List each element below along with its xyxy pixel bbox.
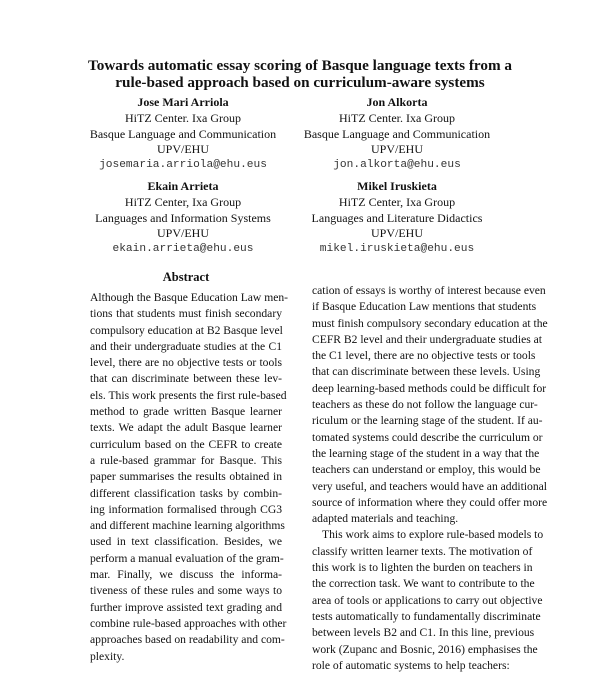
- text-line: this work is to lighten the burden on teachers in: [312, 561, 533, 575]
- author-block: [287, 95, 507, 174]
- title-line: Towards automatic essay scoring of Basque language texts from a: [88, 57, 512, 74]
- text-line: level, there are no objective tests or tools: [90, 356, 282, 370]
- author-institution: UPV/EHU: [370, 226, 423, 241]
- text-line: the correction task. We want to contribute to the: [312, 577, 535, 591]
- title-line: rule-based approach based on curriculum-aware systems: [115, 74, 485, 91]
- text-line: adapted materials and teaching.: [312, 512, 459, 526]
- author-name: Mikel Iruskieta: [357, 179, 437, 193]
- author-email[interactable]: mikel.iruskieta@ehu.eus: [319, 243, 475, 256]
- author-name: Ekain Arrieta: [147, 179, 219, 193]
- text-line: role of automatic systems to help teachers:: [312, 658, 510, 672]
- text-line: tests automatically to fundamentally discriminate: [312, 609, 541, 623]
- author-department: Languages and Information Systems: [95, 210, 271, 225]
- text-line: texts. We adapt the adult Basque learner: [90, 421, 282, 435]
- author-email[interactable]: josemaria.arriola@ehu.eus: [99, 159, 267, 172]
- text-line: further improve assisted text grading and: [90, 600, 282, 614]
- abstract-body: [90, 290, 289, 665]
- author-block: [73, 95, 293, 174]
- author-affiliation: HiTZ Center. Ixa Group: [339, 110, 455, 125]
- author-department: Basque Language and Communication: [303, 126, 491, 141]
- author-department: Languages and Literature Didactics: [311, 210, 483, 225]
- text-line: different classification tasks by combin-: [90, 486, 282, 500]
- text-line: between levels B2 and C1. In this line, previous: [312, 626, 535, 640]
- text-line: source of information where they could offer more: [312, 495, 548, 509]
- text-line: tiveness of these rules and some ways to: [90, 584, 282, 598]
- author-name: Jose Mari Arriola: [137, 95, 229, 109]
- text-line: area of tools or applications to carry out objective: [312, 593, 543, 607]
- author-email[interactable]: ekain.arrieta@ehu.eus: [112, 243, 254, 256]
- text-line: paper summarises the results obtained in: [90, 470, 282, 484]
- text-line: Although the Basque Education Law men-: [90, 291, 289, 304]
- author-department: Basque Language and Communication: [89, 126, 277, 141]
- text-line: approaches based on readability and com-: [90, 633, 285, 647]
- paper-title: [60, 57, 540, 91]
- text-line: work (Zupanc and Bosnic, 2016) emphasises the: [312, 642, 538, 656]
- text-line: the learning stage of the student in a way that the: [312, 446, 540, 460]
- text-line: ing information formalised through CG3: [90, 502, 282, 516]
- author-block: [73, 179, 293, 258]
- text-line: riculum or the learning stage of the student. If au-: [312, 414, 543, 428]
- author-affiliation: HiTZ Center. Ixa Group: [125, 110, 241, 125]
- introduction-body: [312, 283, 548, 674]
- text-line: els. This work presents the first rule-based: [90, 388, 287, 402]
- author-institution: UPV/EHU: [370, 142, 423, 157]
- text-line: a rule-based grammar for Basque. This: [90, 453, 282, 467]
- text-line: This work aims to explore rule-based models to: [322, 528, 544, 542]
- text-line: classify written learner texts. The motivation of: [312, 544, 533, 558]
- text-line: that can discriminate between these levels. Using: [312, 365, 541, 379]
- text-line: must finish compulsory secondary education at the: [312, 316, 548, 330]
- text-line: CEFR B2 level and their undergraduate studies at: [312, 332, 543, 346]
- text-line: tions that students must finish secondary: [90, 307, 282, 321]
- author-name: Jon Alkorta: [366, 95, 428, 109]
- text-line: plexity.: [90, 649, 125, 663]
- author-email[interactable]: jon.alkorta@ehu.eus: [333, 159, 461, 172]
- author-affiliation: HiTZ Center, Ixa Group: [338, 194, 456, 209]
- text-line: compulsory education at B2 Basque level: [90, 323, 283, 337]
- text-line: mar. Finally, we discuss the informa-: [90, 568, 282, 582]
- text-line: teachers as these do not follow the language cur-: [312, 398, 538, 412]
- text-line: teachers can understand or employ, this would be: [312, 463, 541, 477]
- author-affiliation: HiTZ Center, Ixa Group: [124, 194, 242, 209]
- text-line: cation of essays is worthy of interest because even: [312, 284, 546, 297]
- text-line: deep learning-based methods could be difficult for: [312, 381, 547, 395]
- text-line: method to grade written Basque learner: [90, 405, 282, 419]
- author-block: [287, 179, 507, 258]
- text-line: curriculum based on the CEFR to create: [90, 437, 282, 451]
- text-line: the C1 level, there are no objective tests or tools: [312, 349, 536, 363]
- text-line: if Basque Education Law mentions that students: [312, 300, 537, 314]
- text-line: very useful, and teachers would have an additional: [312, 479, 548, 493]
- text-line: that can discriminate between these lev-: [90, 372, 282, 386]
- text-line: used in text classification. Besides, we: [90, 535, 282, 549]
- text-line: perform a manual evaluation of the gram-: [90, 551, 284, 565]
- author-institution: UPV/EHU: [156, 142, 209, 157]
- author-institution: UPV/EHU: [156, 226, 209, 241]
- text-line: and their undergraduate studies at the C1: [90, 339, 282, 353]
- abstract-heading: Abstract: [162, 270, 210, 284]
- text-line: combine rule-based approaches with other: [90, 616, 287, 630]
- text-line: and different machine learning algorithms: [90, 519, 285, 533]
- text-line: tomated systems could describe the curriculum or: [312, 430, 543, 444]
